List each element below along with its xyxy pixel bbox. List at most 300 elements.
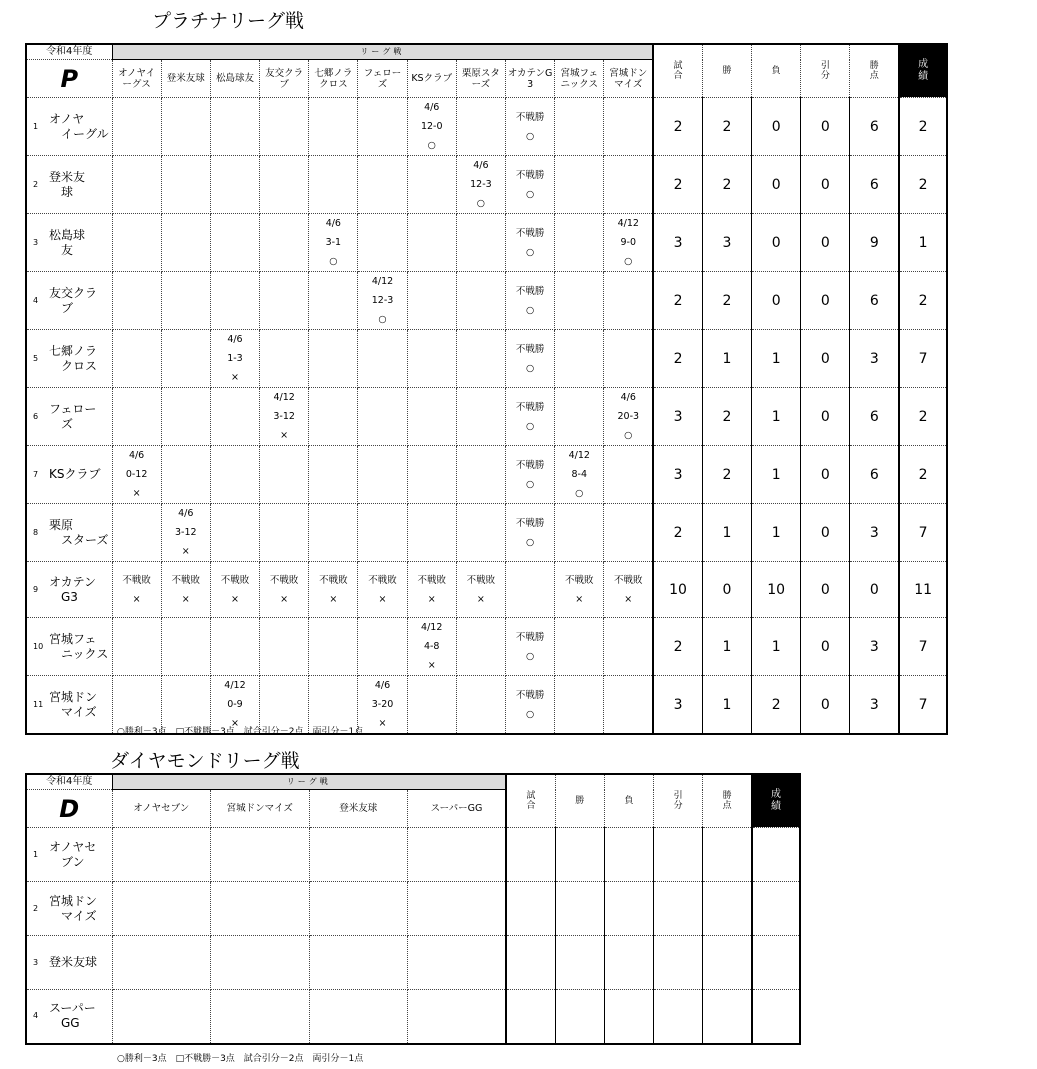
table-row [26, 156, 947, 214]
result-cell [506, 388, 555, 446]
result-line: 不戦勝 [515, 631, 545, 643]
result-line: × [329, 593, 338, 605]
stat-value: 2 [653, 618, 702, 676]
opponent-header: KSクラブ [407, 60, 456, 98]
opponent-header: 友交クラブ [260, 60, 309, 98]
opponent-header: オノヤイーグス [112, 60, 161, 98]
result-cell [604, 156, 653, 214]
opponent-header: 宮城ドンマイズ [604, 60, 653, 98]
team-name [27, 894, 112, 924]
seiseki-header-label: 成績 [770, 789, 781, 812]
result-line: 不戦敗 [122, 574, 151, 586]
team-cell [26, 828, 112, 882]
result-cell [506, 676, 555, 735]
team-name-line: 登米友球 [49, 955, 98, 969]
result-cell [506, 156, 555, 214]
team-cell [26, 676, 112, 735]
stat-value: 10 [653, 562, 702, 618]
opponent-header: 登米友球 [161, 60, 210, 98]
result-cell [555, 562, 604, 618]
team-name [27, 344, 112, 374]
stat-value: 0 [752, 156, 801, 214]
stat-value: 0 [702, 562, 751, 618]
stat-header-label: 試合 [673, 61, 683, 81]
seiseki-value: 2 [899, 388, 947, 446]
result-line: 3-1 [325, 237, 342, 248]
result-cell [555, 676, 604, 735]
stat-value: 2 [653, 98, 702, 156]
table-row [26, 562, 947, 618]
team-number: 3 [33, 237, 39, 247]
team-name [27, 467, 112, 482]
result-cell [112, 828, 211, 882]
result-cell [604, 98, 653, 156]
result-line: 4/6 [178, 508, 194, 519]
result-line: 不戦敗 [368, 574, 397, 586]
table-row [26, 330, 947, 388]
result-cell [358, 156, 407, 214]
platinum-title: プラチナリーグ戦 [152, 10, 305, 32]
result-line: 不戦敗 [466, 574, 496, 586]
team-name-line: オノヤ [49, 111, 85, 126]
result-cell [309, 98, 358, 156]
result-cell [407, 272, 456, 330]
table-row [26, 272, 947, 330]
stat-value: 0 [801, 676, 850, 735]
stat-value: 2 [702, 98, 751, 156]
result-line: 不戦敗 [269, 574, 299, 586]
result-line: ○ [525, 304, 535, 316]
result-cell [358, 98, 407, 156]
seiseki-value [752, 828, 800, 882]
result-cell [161, 156, 210, 214]
team-cell [26, 214, 112, 272]
diamond-league-table [25, 773, 801, 1045]
result-cell [309, 446, 358, 504]
result-cell [112, 618, 161, 676]
result-cell [407, 676, 456, 735]
result-line: × [280, 593, 289, 605]
team-name-line: マイズ [61, 908, 97, 923]
table-row [26, 98, 947, 156]
table-row [26, 214, 947, 272]
team-name [27, 286, 112, 316]
seiseki-value: 2 [899, 98, 947, 156]
team-number: 8 [33, 527, 39, 537]
stat-header [801, 44, 850, 98]
league-letter: P [26, 60, 112, 98]
stat-value: 0 [752, 272, 801, 330]
result-line: × [230, 372, 239, 383]
result-cell [408, 882, 507, 936]
stat-value: 0 [801, 156, 850, 214]
result-cell [112, 446, 161, 504]
team-name [27, 1001, 112, 1031]
stat-value [555, 990, 604, 1044]
result-cell [358, 388, 407, 446]
stat-value [506, 882, 555, 936]
result-line: 不戦敗 [417, 574, 446, 586]
result-cell [408, 990, 507, 1044]
opponent-header: フェローズ [358, 60, 407, 98]
team-name-line: GG [61, 1016, 80, 1031]
stat-header [555, 774, 604, 828]
result-line: × [181, 546, 190, 557]
result-cell [456, 504, 505, 562]
result-line: 4/12 [568, 450, 590, 461]
result-line: 4/6 [424, 102, 440, 113]
result-cell [506, 330, 555, 388]
result-cell [210, 330, 259, 388]
result-line: 3-12 [273, 411, 295, 422]
result-cell [260, 618, 309, 676]
team-name-line: スーパー [49, 1001, 96, 1016]
result-cell [407, 388, 456, 446]
team-name-line: オカテン [49, 574, 97, 589]
result-cell [112, 990, 211, 1044]
stat-value: 1 [752, 388, 801, 446]
result-cell [260, 214, 309, 272]
result-cell [456, 156, 505, 214]
result-line: 不戦勝 [515, 169, 545, 181]
result-line: ○ [525, 420, 535, 432]
result-line: 不戦敗 [614, 574, 643, 586]
result-cell [604, 446, 653, 504]
team-cell [26, 562, 112, 618]
result-line: × [230, 718, 239, 730]
team-name-line: オノヤセ [49, 839, 97, 854]
result-cell [112, 156, 161, 214]
result-cell [112, 330, 161, 388]
result-line: 4/12 [224, 680, 246, 692]
stat-value: 2 [653, 330, 702, 388]
result-cell [358, 272, 407, 330]
team-cell [26, 446, 112, 504]
stat-value [506, 828, 555, 882]
result-cell [604, 562, 653, 618]
result-cell [408, 936, 507, 990]
seiseki-value [752, 936, 800, 990]
stat-header-label: 勝点 [722, 791, 732, 811]
stat-value: 6 [850, 98, 899, 156]
seiseki-value: 2 [899, 446, 947, 504]
result-cell [260, 98, 309, 156]
league-header: リーグ戦 [112, 774, 506, 790]
opponent-header: オノヤセブン [112, 790, 211, 828]
stat-value: 6 [850, 272, 899, 330]
stat-value: 6 [850, 446, 899, 504]
stat-value: 1 [702, 330, 751, 388]
result-line: 1-3 [227, 353, 243, 364]
opponent-header: スーパーGG [408, 790, 507, 828]
stat-header-label: 試合 [526, 791, 536, 811]
seiseki-header-label: 成績 [918, 59, 929, 82]
result-line: × [575, 593, 584, 605]
table-row [26, 882, 800, 936]
result-cell [358, 446, 407, 504]
result-line: 不戦敗 [171, 574, 201, 586]
result-cell [407, 98, 456, 156]
team-name-line: 友 [61, 242, 74, 257]
stat-header-label: 引分 [820, 61, 830, 81]
result-cell [555, 388, 604, 446]
result-cell [506, 504, 555, 562]
result-line: ○ [427, 140, 436, 151]
result-cell [309, 272, 358, 330]
result-line: 12-3 [371, 295, 394, 306]
result-line: 0-9 [227, 699, 243, 711]
stat-value [703, 882, 752, 936]
team-name-line: ズ [61, 416, 74, 431]
team-number: 1 [33, 849, 39, 859]
result-line: 不戦勝 [515, 517, 545, 529]
result-cell [161, 98, 210, 156]
team-cell [26, 882, 112, 936]
seiseki-value: 7 [899, 618, 947, 676]
result-cell [260, 446, 309, 504]
result-line: 4/6 [128, 450, 145, 461]
result-cell [210, 446, 259, 504]
result-line: 4/6 [325, 218, 341, 229]
stat-value: 2 [702, 156, 751, 214]
seiseki-value: 7 [899, 330, 947, 388]
stat-value: 10 [752, 562, 801, 618]
team-cell [26, 504, 112, 562]
team-name-line: 球 [61, 184, 74, 199]
result-line: × [181, 593, 190, 605]
stat-value [506, 936, 555, 990]
team-name [27, 402, 112, 432]
result-cell [210, 618, 259, 676]
result-cell [161, 618, 210, 676]
team-name [27, 840, 112, 870]
stat-header [653, 44, 702, 98]
result-line: 3-20 [371, 699, 394, 711]
stat-value: 0 [801, 330, 850, 388]
stat-header [752, 44, 801, 98]
result-cell [358, 562, 407, 618]
league-header: リーグ戦 [112, 44, 653, 60]
result-cell [456, 676, 505, 735]
opponent-header: 宮城ドンマイズ [211, 790, 310, 828]
platinum-points-note: ○勝利－3点 □不戦勝－3点 試合引分－2点 両引分－1点 [117, 727, 364, 737]
result-cell [309, 330, 358, 388]
stat-value: 2 [702, 272, 751, 330]
result-line: ○ [476, 198, 486, 209]
table-row [26, 446, 947, 504]
stat-value: 6 [850, 156, 899, 214]
stat-value [654, 882, 703, 936]
stat-value [703, 990, 752, 1044]
team-name-line: ブ [61, 300, 74, 315]
result-cell [309, 882, 408, 936]
result-cell [112, 562, 161, 618]
result-line: 不戦勝 [515, 111, 545, 123]
result-cell [161, 330, 210, 388]
result-cell [456, 562, 505, 618]
result-cell [407, 618, 456, 676]
result-cell [112, 214, 161, 272]
seiseki-value: 11 [899, 562, 947, 618]
stat-value: 2 [653, 504, 702, 562]
result-cell [506, 214, 555, 272]
result-line: 4/12 [371, 276, 394, 287]
result-line: ○ [378, 314, 387, 325]
team-name-line: 松島球 [49, 227, 86, 242]
result-cell [407, 446, 456, 504]
stat-value: 0 [801, 214, 850, 272]
result-cell [555, 618, 604, 676]
result-cell [506, 446, 555, 504]
diamond-title: ダイヤモンドリーグ戦 [110, 750, 300, 772]
result-line: ○ [525, 188, 535, 200]
result-cell [260, 388, 309, 446]
result-cell [506, 618, 555, 676]
team-number: 9 [33, 584, 39, 594]
result-line: ○ [525, 478, 535, 490]
team-number: 7 [33, 469, 39, 479]
result-cell [604, 618, 653, 676]
result-cell [309, 388, 358, 446]
result-cell [309, 214, 358, 272]
result-line: ○ [525, 650, 535, 662]
result-cell [112, 388, 161, 446]
result-cell [260, 156, 309, 214]
result-cell [555, 272, 604, 330]
result-cell [210, 388, 259, 446]
platinum-league-table [25, 43, 948, 735]
result-line: 不戦勝 [515, 343, 545, 355]
result-cell [210, 214, 259, 272]
result-cell [260, 272, 309, 330]
stat-value: 0 [801, 98, 850, 156]
result-cell [407, 504, 456, 562]
result-line: × [624, 593, 633, 605]
result-line: 4/12 [421, 622, 443, 634]
stat-value: 3 [850, 676, 899, 735]
team-number: 2 [33, 903, 39, 913]
result-line: × [378, 593, 387, 605]
result-line: × [427, 593, 436, 605]
result-line: ○ [525, 536, 535, 548]
result-line: ○ [624, 256, 633, 267]
result-line: 0-12 [125, 469, 148, 480]
result-cell [456, 98, 505, 156]
stat-value: 0 [801, 388, 850, 446]
team-name-line: ニックス [61, 646, 109, 661]
stat-header [654, 774, 703, 828]
team-name [27, 228, 112, 258]
result-cell [161, 446, 210, 504]
result-cell [211, 828, 310, 882]
stat-value [604, 828, 653, 882]
stat-header [850, 44, 899, 98]
stat-header-label: 引分 [673, 791, 683, 811]
stat-value: 0 [801, 504, 850, 562]
result-cell [309, 156, 358, 214]
opponent-header: オカテンG3 [506, 60, 555, 98]
stat-value: 0 [801, 446, 850, 504]
result-cell [309, 562, 358, 618]
result-line: 4/6 [374, 680, 391, 692]
result-line: 12-0 [420, 121, 443, 132]
team-number: 4 [33, 1011, 39, 1021]
table-row [26, 828, 800, 882]
team-number: 2 [33, 179, 39, 189]
stat-value [604, 882, 653, 936]
result-cell [112, 504, 161, 562]
result-line: ○ [575, 488, 584, 499]
team-name-line: 登米友 [49, 169, 86, 184]
stat-value: 6 [850, 388, 899, 446]
team-name [27, 575, 112, 605]
stat-value: 0 [752, 98, 801, 156]
result-cell [456, 388, 505, 446]
result-cell [211, 936, 310, 990]
result-cell [112, 882, 211, 936]
stat-value [555, 828, 604, 882]
team-cell [26, 990, 112, 1044]
result-cell [506, 98, 555, 156]
stat-value: 0 [801, 272, 850, 330]
stat-value: 9 [850, 214, 899, 272]
result-line: 4/12 [617, 218, 639, 229]
stat-value: 3 [653, 214, 702, 272]
result-cell [456, 330, 505, 388]
result-cell [309, 936, 408, 990]
stat-value: 0 [850, 562, 899, 618]
result-cell [604, 214, 653, 272]
team-name-line: ブン [61, 854, 85, 869]
result-cell [555, 446, 604, 504]
table-row [26, 388, 947, 446]
seiseki-header [752, 774, 800, 828]
result-cell [309, 828, 408, 882]
result-cell [211, 990, 310, 1044]
result-cell [112, 98, 161, 156]
team-name-line: スターズ [61, 532, 109, 547]
team-number: 3 [33, 957, 39, 967]
seiseki-value: 2 [899, 272, 947, 330]
result-line: × [230, 593, 239, 605]
stat-value: 1 [752, 618, 801, 676]
stat-value: 3 [653, 388, 702, 446]
team-name-line: イーグル [61, 126, 109, 141]
result-cell [456, 446, 505, 504]
diamond-points-note: ○勝利－3点 □不戦勝－3点 試合引分－2点 両引分－1点 [117, 1054, 364, 1064]
seiseki-value: 7 [899, 676, 947, 735]
stat-value: 2 [702, 446, 751, 504]
team-name-line: 七郷ノラ [49, 343, 98, 358]
result-cell [260, 504, 309, 562]
result-line: ○ [525, 246, 535, 258]
stat-value [703, 936, 752, 990]
result-line: 不戦勝 [515, 285, 545, 297]
team-name-line: フェロー [49, 401, 97, 416]
stat-value: 1 [752, 330, 801, 388]
team-cell [26, 156, 112, 214]
result-line: × [427, 660, 436, 672]
season-label: 令和4年度 [26, 44, 112, 60]
result-line: 不戦敗 [319, 574, 348, 586]
team-name-line: 栗原 [49, 517, 74, 532]
result-cell [210, 98, 259, 156]
league-letter: D [26, 790, 112, 828]
table-row [26, 936, 800, 990]
result-line: 4-8 [423, 641, 440, 653]
result-cell [604, 330, 653, 388]
result-cell [604, 272, 653, 330]
